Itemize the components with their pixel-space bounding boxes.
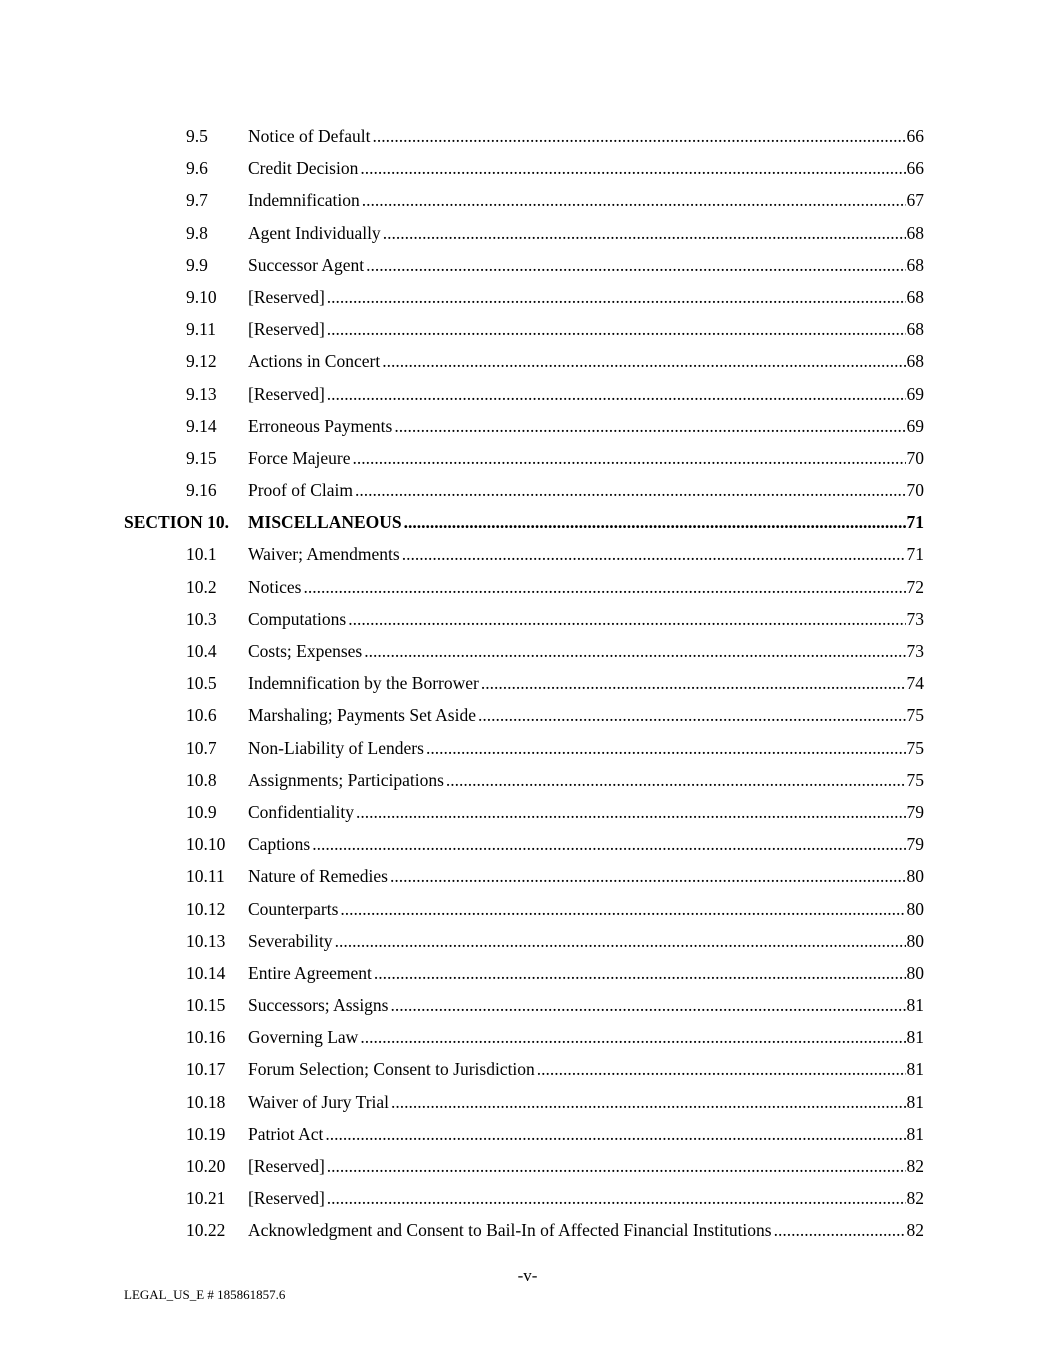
toc-number: 9.13 <box>186 383 217 404</box>
toc-page-number: 80 <box>906 930 924 951</box>
toc-page-number: 81 <box>906 1091 924 1112</box>
toc-row-10-5[interactable] <box>0 667 1055 699</box>
toc-row-9-16[interactable] <box>0 474 1055 506</box>
toc-page-number: 72 <box>906 576 924 597</box>
toc-title: Agent Individually <box>248 222 381 243</box>
toc-entry <box>248 281 924 313</box>
toc-title: Successor Agent <box>248 254 365 275</box>
toc-entry <box>248 957 924 989</box>
toc-page-number: 74 <box>906 673 924 694</box>
dot-leader <box>303 571 905 603</box>
dot-leader <box>327 1150 906 1182</box>
toc-title: Severability <box>248 930 333 951</box>
toc-title: Confidentiality <box>248 801 354 822</box>
toc-entry <box>248 538 924 570</box>
toc-row-9-11[interactable] <box>0 313 1055 345</box>
toc-row-10-10[interactable] <box>0 828 1055 860</box>
toc-row-9-9[interactable] <box>0 249 1055 281</box>
toc-entry <box>248 345 924 377</box>
toc-row-10-21[interactable] <box>0 1182 1055 1214</box>
toc-title: Computations <box>248 608 347 629</box>
dot-leader <box>366 249 905 281</box>
dot-leader <box>340 893 905 925</box>
toc-number: 10.17 <box>186 1059 226 1080</box>
dot-leader <box>478 699 906 731</box>
dot-leader <box>362 184 906 216</box>
toc-title: Non-Liability of Lenders <box>248 737 424 758</box>
toc-number: 10.13 <box>186 930 226 951</box>
toc-entry <box>248 184 924 216</box>
toc-title: Patriot Act <box>248 1123 324 1144</box>
toc-entry <box>248 378 924 410</box>
toc-page-number: 71 <box>906 544 924 565</box>
toc-page-number: 75 <box>906 705 924 726</box>
toc-row-10-2[interactable] <box>0 571 1055 603</box>
toc-entry <box>248 699 924 731</box>
toc-title: Assignments; Participations <box>248 769 444 790</box>
toc-title: Forum Selection; Consent to Jurisdiction <box>248 1059 535 1080</box>
toc-entry <box>248 828 924 860</box>
toc-row-9-6[interactable] <box>0 152 1055 184</box>
toc-title: Credit Decision <box>248 158 359 179</box>
toc-entry <box>248 796 924 828</box>
toc-title: [Reserved] <box>248 383 325 404</box>
toc-number: 10.5 <box>186 673 217 694</box>
toc-title: Successors; Assigns <box>248 995 389 1016</box>
toc-page-number: 71 <box>906 512 924 533</box>
toc-page-number: 82 <box>906 1188 924 1209</box>
toc-entry <box>248 474 924 506</box>
toc-row-9-5[interactable] <box>0 120 1055 152</box>
toc-page-number: 66 <box>906 158 924 179</box>
toc-row-9-10[interactable] <box>0 281 1055 313</box>
toc-row-10-17[interactable] <box>0 1053 1055 1085</box>
dot-leader <box>402 538 906 570</box>
dot-leader <box>327 378 906 410</box>
toc-page-number: 66 <box>906 126 924 146</box>
toc-title: Entire Agreement <box>248 962 372 983</box>
toc-number: 10.22 <box>186 1220 226 1241</box>
toc-entry <box>248 152 924 184</box>
toc-title: Proof of Claim <box>248 480 353 501</box>
toc-row-9-14[interactable] <box>0 410 1055 442</box>
toc-row-10-18[interactable] <box>0 1086 1055 1118</box>
dot-leader <box>348 603 905 635</box>
footer-page-number: -v- <box>517 1266 538 1285</box>
toc-title: [Reserved] <box>248 286 325 307</box>
dot-leader <box>446 764 906 796</box>
toc-row-10-3[interactable] <box>0 603 1055 635</box>
toc-number: 10.18 <box>186 1091 226 1112</box>
toc-number: 10.4 <box>186 641 217 661</box>
toc-row-9-8[interactable] <box>0 217 1055 249</box>
toc-entry <box>248 1214 924 1246</box>
toc-entry <box>248 410 924 442</box>
toc-number: 9.10 <box>186 286 217 307</box>
dot-leader <box>372 120 905 152</box>
toc-entry <box>248 860 924 892</box>
toc-entry <box>248 603 924 635</box>
toc-page-number: 81 <box>906 995 924 1016</box>
dot-leader <box>364 635 905 667</box>
toc-number: 10.14 <box>186 962 226 983</box>
toc-title: Governing Law <box>248 1027 359 1048</box>
toc-number: 10.3 <box>186 608 217 629</box>
toc-title: Notices <box>248 576 302 597</box>
toc-title: Marshaling; Payments Set Aside <box>248 705 476 726</box>
dot-leader <box>774 1214 906 1246</box>
toc-entry <box>248 249 924 281</box>
dot-leader <box>327 281 906 313</box>
dot-leader <box>374 957 906 989</box>
dot-leader <box>327 313 906 345</box>
toc-row-10-20[interactable] <box>0 1150 1055 1182</box>
toc-number: 9.9 <box>186 254 208 275</box>
toc-page-number: 80 <box>906 898 924 919</box>
toc-number: 10.11 <box>186 866 225 887</box>
toc-number: 10.21 <box>186 1188 226 1209</box>
toc-page-number: 68 <box>906 286 924 307</box>
toc-row-10-8[interactable] <box>0 764 1055 796</box>
toc-row-10-6[interactable] <box>0 699 1055 731</box>
toc-row-10-15[interactable] <box>0 989 1055 1021</box>
toc-row-10-19[interactable] <box>0 1118 1055 1150</box>
toc-number: 10.1 <box>186 544 217 565</box>
toc-entry <box>248 506 924 538</box>
toc-entry <box>248 893 924 925</box>
toc-row-10-22[interactable] <box>0 1214 1055 1246</box>
toc-entry <box>248 313 924 345</box>
dot-leader <box>383 217 906 249</box>
toc-entry <box>248 1150 924 1182</box>
toc-entry <box>248 1086 924 1118</box>
toc-number: 10.12 <box>186 898 226 919</box>
toc-page-number: 67 <box>906 190 924 211</box>
dot-leader <box>353 442 906 474</box>
toc-row-9-13[interactable] <box>0 378 1055 410</box>
dot-leader <box>537 1053 906 1085</box>
toc-page-number: 69 <box>906 415 924 436</box>
toc-entry <box>248 764 924 796</box>
toc-entry <box>248 635 924 667</box>
toc-entry <box>248 732 924 764</box>
toc-page-number: 68 <box>906 351 924 372</box>
toc-row-10-7[interactable] <box>0 732 1055 764</box>
toc-entry <box>248 1021 924 1053</box>
footer-document-id: LEGAL_US_E # 185861857.6 <box>124 1287 286 1302</box>
dot-leader <box>394 410 905 442</box>
toc-entry <box>248 925 924 957</box>
toc-number: 10.7 <box>186 737 217 758</box>
toc-number: 9.5 <box>186 126 208 146</box>
toc-section-10-heading[interactable] <box>0 506 1055 538</box>
dot-leader <box>404 506 906 538</box>
toc-title: Actions in Concert <box>248 351 381 372</box>
toc-section-number: SECTION 10. <box>124 512 230 533</box>
toc-number: 10.16 <box>186 1027 226 1048</box>
toc-row-10-16[interactable] <box>0 1021 1055 1053</box>
toc-row-10-1[interactable] <box>0 538 1055 570</box>
table-of-contents <box>0 120 1055 1247</box>
dot-leader <box>356 796 906 828</box>
toc-title: Notice of Default <box>248 126 371 146</box>
dot-leader <box>312 828 905 860</box>
toc-entry <box>248 120 924 152</box>
dot-leader <box>325 1118 905 1150</box>
toc-page-number: 73 <box>906 641 924 661</box>
toc-page-number: 69 <box>906 383 924 404</box>
toc-page-number: 79 <box>906 801 924 822</box>
toc-number: 10.2 <box>186 576 217 597</box>
toc-row-10-9[interactable] <box>0 796 1055 828</box>
toc-page-number: 81 <box>906 1027 924 1048</box>
toc-number: 10.8 <box>186 769 217 790</box>
toc-page-number: 70 <box>906 480 924 501</box>
toc-row-9-12[interactable] <box>0 345 1055 377</box>
toc-number: 9.12 <box>186 351 217 372</box>
toc-page-number: 68 <box>906 319 924 340</box>
toc-page-number: 68 <box>906 254 924 275</box>
toc-number: 9.11 <box>186 319 216 340</box>
toc-section-title: MISCELLANEOUS <box>248 512 402 533</box>
toc-page-number: 75 <box>906 769 924 790</box>
toc-title: Acknowledgment and Consent to Bail-In of Affected Financial Institutions <box>248 1220 772 1241</box>
toc-page-number: 80 <box>906 962 924 983</box>
toc-number: 10.15 <box>186 995 226 1016</box>
toc-page-number: 82 <box>906 1156 924 1176</box>
toc-row-10-13[interactable] <box>0 925 1055 957</box>
toc-entry <box>248 1053 924 1085</box>
toc-title: Nature of Remedies <box>248 866 388 887</box>
toc-page-number: 73 <box>906 608 924 629</box>
toc-title: Indemnification by the Borrower <box>248 673 479 694</box>
dot-leader <box>327 1182 906 1214</box>
dot-leader <box>360 152 905 184</box>
dot-leader <box>391 989 906 1021</box>
toc-number: 9.8 <box>186 222 208 243</box>
toc-page-number: 70 <box>906 447 924 468</box>
toc-entry <box>248 1182 924 1214</box>
toc-entry <box>248 989 924 1021</box>
toc-row-10-14[interactable] <box>0 957 1055 989</box>
toc-number: 9.6 <box>186 158 208 179</box>
toc-page-number: 79 <box>906 834 924 855</box>
toc-title: Erroneous Payments <box>248 415 393 436</box>
toc-title: Counterparts <box>248 898 339 919</box>
toc-number: 10.20 <box>186 1156 226 1176</box>
toc-title: Waiver; Amendments <box>248 544 400 565</box>
toc-number: 10.6 <box>186 705 217 726</box>
toc-title: [Reserved] <box>248 1188 325 1209</box>
toc-entry <box>248 217 924 249</box>
toc-page-number: 81 <box>906 1123 924 1144</box>
dot-leader <box>481 667 906 699</box>
dot-leader <box>335 925 906 957</box>
toc-row-10-4[interactable] <box>0 635 1055 667</box>
toc-number: 9.14 <box>186 415 217 436</box>
toc-entry <box>248 442 924 474</box>
toc-number: 9.16 <box>186 480 217 501</box>
toc-page-number: 68 <box>906 222 924 243</box>
dot-leader <box>382 345 905 377</box>
dot-leader <box>390 860 906 892</box>
toc-row-9-7[interactable] <box>0 184 1055 216</box>
toc-title: Costs; Expenses <box>248 641 363 661</box>
toc-number: 10.9 <box>186 801 217 822</box>
toc-row-9-15[interactable] <box>0 442 1055 474</box>
dot-leader <box>355 474 906 506</box>
dot-leader <box>360 1021 905 1053</box>
toc-title: Waiver of Jury Trial <box>248 1091 390 1112</box>
dot-leader <box>391 1086 905 1118</box>
toc-page-number: 82 <box>906 1220 924 1241</box>
toc-title: Captions <box>248 834 311 855</box>
toc-page-number: 75 <box>906 737 924 758</box>
toc-title: Force Majeure <box>248 447 351 468</box>
toc-page-number: 81 <box>906 1059 924 1080</box>
toc-title: [Reserved] <box>248 1156 325 1176</box>
toc-number: 10.10 <box>186 834 226 855</box>
toc-number: 10.19 <box>186 1123 226 1144</box>
toc-page-number: 80 <box>906 866 924 887</box>
toc-title: [Reserved] <box>248 319 325 340</box>
toc-entry <box>248 571 924 603</box>
toc-title: Indemnification <box>248 190 360 211</box>
toc-row-10-12[interactable] <box>0 893 1055 925</box>
dot-leader <box>426 732 906 764</box>
toc-number: 9.7 <box>186 190 208 211</box>
toc-number: 9.15 <box>186 447 217 468</box>
toc-row-10-11[interactable] <box>0 860 1055 892</box>
toc-entry <box>248 1118 924 1150</box>
toc-entry <box>248 667 924 699</box>
